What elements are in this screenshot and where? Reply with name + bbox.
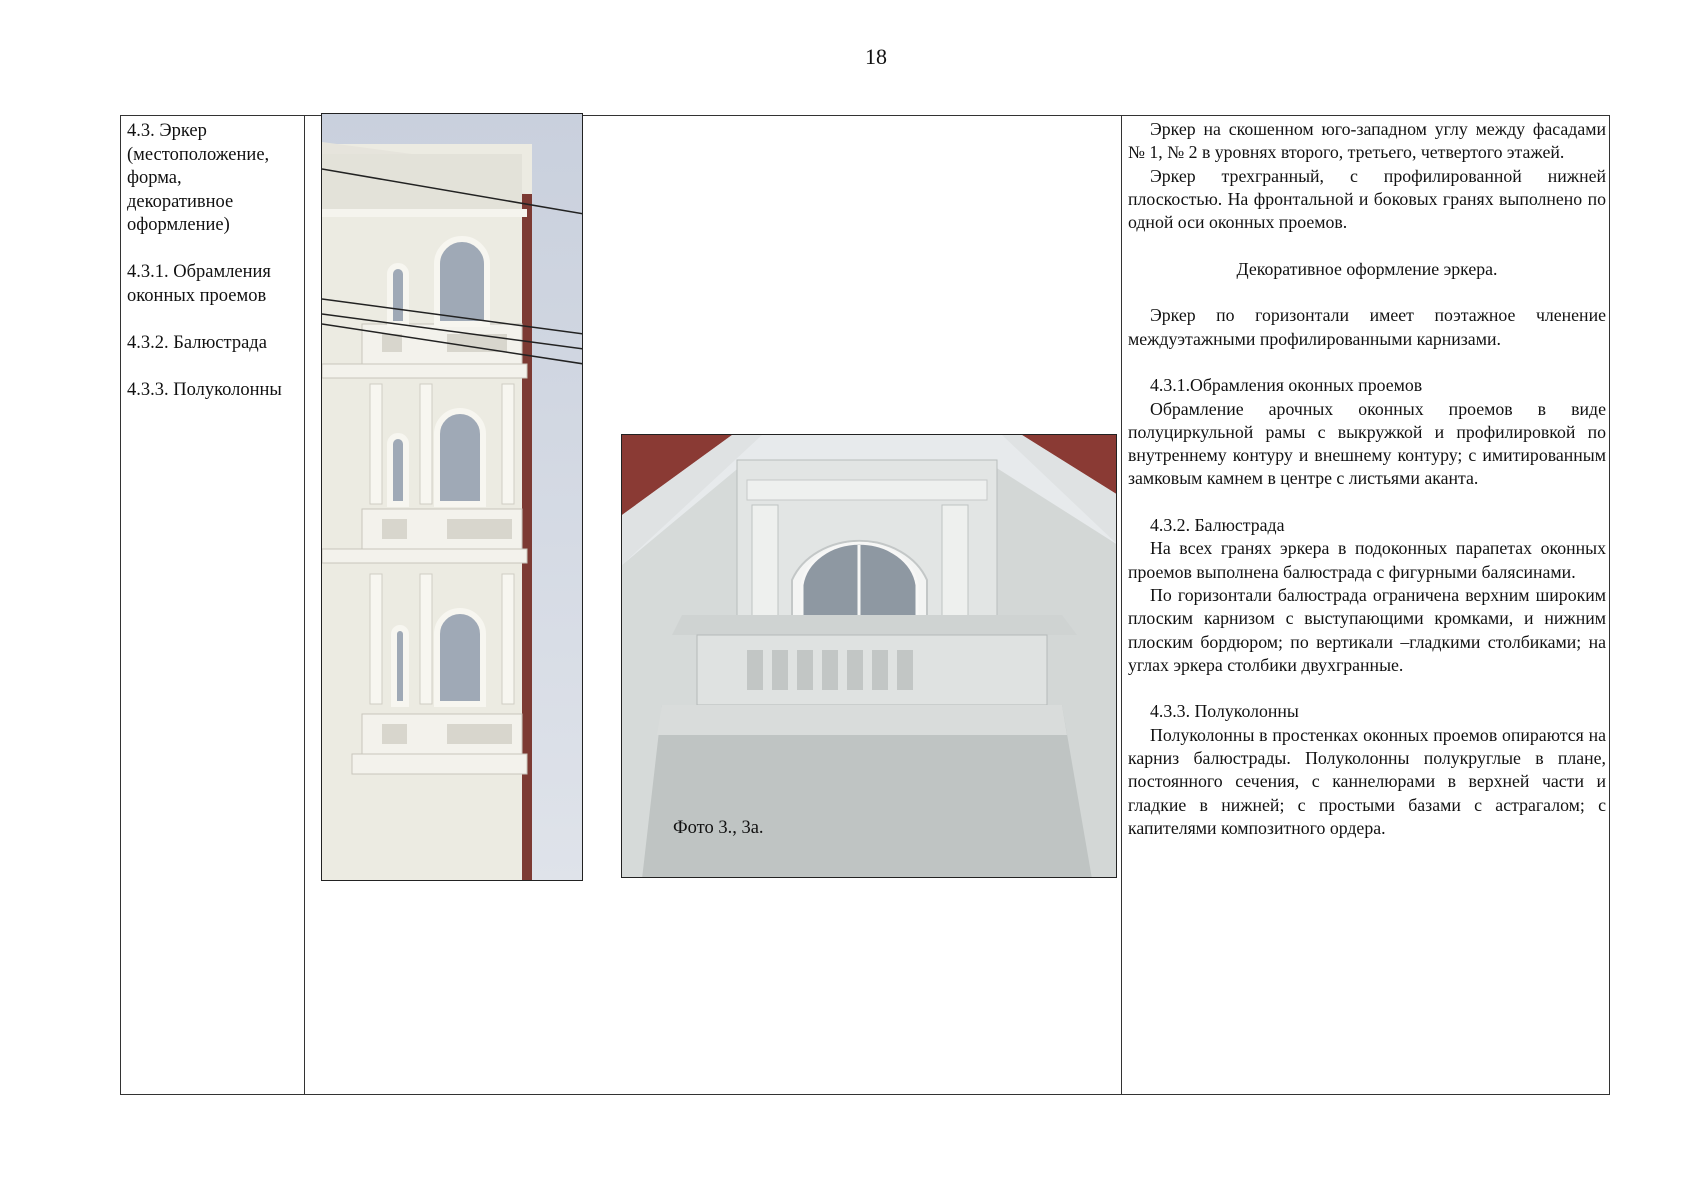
paragraph-half-columns: Полуколонны в простенках оконных проемов опираются на карниз балюстрады. Полуколонны полукруглые в плане, постоянного сечения, с каннелюрами в верхней части и гладкие в нижней; с простыми базами с астрагалом; с капителями композитного ордера. — [1128, 724, 1606, 838]
page-number: 18 — [865, 44, 887, 69]
paragraph-window-frames: Обрамление арочных оконных проемов в виде полуциркульной рамы с выкружкой и профилировкой по внутреннему контуру и внешнему контуру; с имитированным замковым камнем в центре с листьями аканта. — [1128, 398, 1606, 489]
paragraph-location: Эркер на скошенном юго-западном углу между фасадами № 1, № 2 в уровнях второго, третьего, четвертого этажей. — [1128, 119, 1606, 163]
heading-half-columns: 4.3.3. Полуколонны — [127, 379, 282, 400]
heading-erker: 4.3. Эркер (местоположение, форма, декоративное оформление) — [127, 121, 270, 235]
description-table — [120, 115, 1610, 1095]
paragraph-division: Эркер по горизонтали имеет поэтажное членение междуэтажными профилированными карнизами. — [1128, 305, 1606, 349]
column-divider — [304, 116, 305, 1094]
column-divider — [1121, 116, 1122, 1094]
heading-balustrade: 4.3.2. Балюстрада — [127, 332, 267, 353]
erker-closeup-balustrade-photo — [621, 434, 1117, 878]
subheading-balustrade: 4.3.2. Балюстрада — [1150, 515, 1285, 536]
description-text — [1128, 118, 1606, 840]
paragraph-balustrade: На всех гранях эркера в подоконных парапетах оконных проемов выполнена балюстрада с фигурными балясинами. — [1128, 538, 1606, 582]
erker-vertical-facade-photo — [321, 113, 583, 881]
subheading-window-frames: 4.3.1.Обрамления оконных проемов — [1150, 375, 1423, 396]
heading-window-frames: 4.3.1. Обрамления оконных проемов — [127, 262, 271, 306]
paragraph-balustrade-details: По горизонтали балюстрада ограничена верхним широким плоским карнизом с выступающими кромками, и нижним плоским бордюром; по вертикали –гладкими столбиками; на углах эркера столбики двухгранные. — [1128, 584, 1606, 675]
subheading-half-columns: 4.3.3. Полуколонны — [1150, 701, 1299, 722]
section-headings — [127, 120, 299, 402]
photo-caption: Фото 3., 3а. — [673, 818, 764, 838]
paragraph-form: Эркер трехгранный, с профилированной нижней плоскостью. На фронтальной и боковых гранях выполнено по одной оси оконных проемов. — [1128, 165, 1606, 233]
heading-decoration: Декоративное оформление эркера. — [1236, 258, 1498, 279]
